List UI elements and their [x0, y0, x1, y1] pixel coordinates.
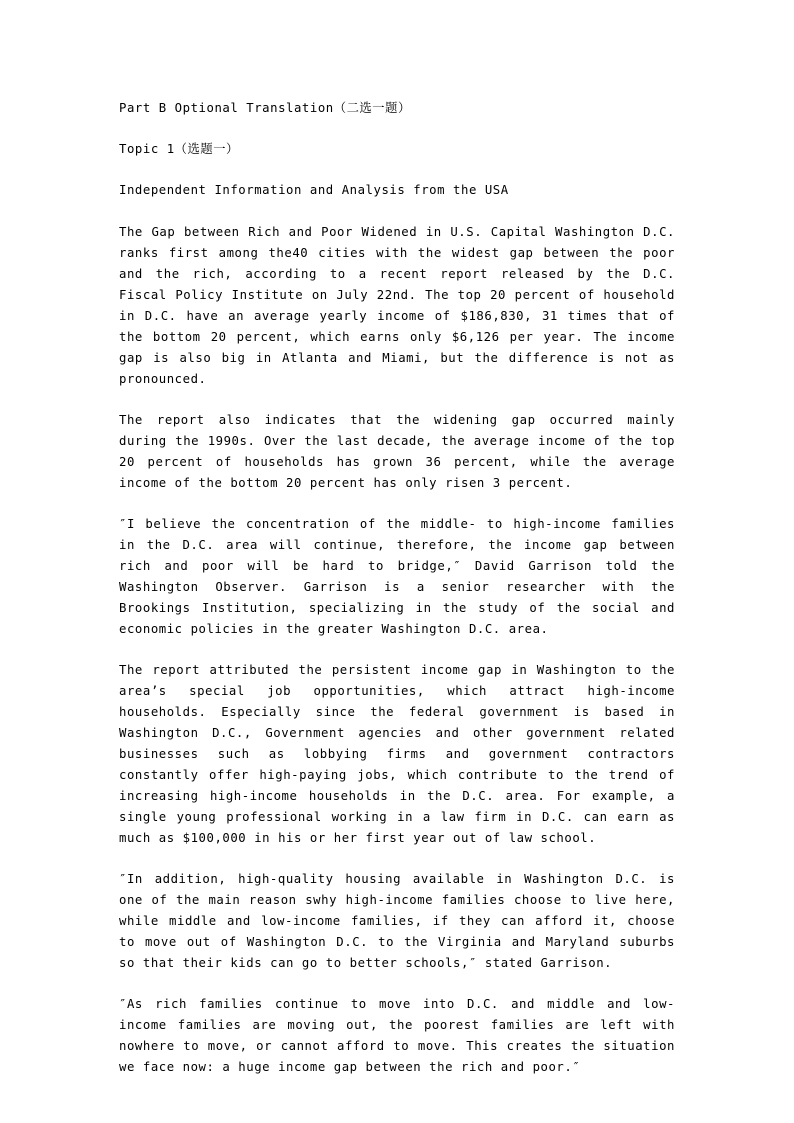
body-paragraph: The report also indicates that the widening gap occurred mainly during the 1990s. Over the last decade, the average income of the top 20 percent of households has grown 36 percent, while the average income of the bottom 20 percent has only risen 3 percent.	[119, 413, 683, 490]
part-heading: Part B Optional Translation（二选一题）	[119, 101, 411, 115]
body-paragraph: ″As rich families continue to move into D.C. and middle and low‐income families are moving out, the poorest families are left with nowhere to move, or cannot afford to move. This creates the situation we face now: a huge income gap between the rich and poor.″	[119, 997, 683, 1074]
body-paragraph: The Gap between Rich and Poor Widened in U.S. Capital Washington D.C. ranks first among the40 cities with the widest gap between the poor and the rich, according to a recent report released by the D.C. Fiscal Policy Institute on July 22nd. The top 20 percent of household in D.C. have an average yearly income of $186,830, 31 times that of the bottom 20 percent, which earns only $6,126 per year. The income gap is also big in Atlanta and Miami, but the difference is not as pronounced.	[119, 225, 683, 386]
body-paragraph: ″In addition, high‐quality housing available in Washington D.C. is one of the main reason swhy high‐income families choose to live here, while middle and low‐income families, if they can afford it, choose to move out of Washington D.C. to the Virginia and Maryland suburbs so that their kids can go to better schools,″ stated Garrison.	[119, 872, 683, 970]
document-text-block	[119, 98, 683, 1078]
topic-heading: Topic 1（选题一）	[119, 142, 239, 156]
source-line: Independent Information and Analysis from the USA	[119, 183, 509, 197]
body-paragraph: ″I believe the concentration of the middle‐ to high‐income families in the D.C. area will continue, therefore, the income gap between rich and poor will be hard to bridge,″ David Garrison told the Washington Observer. Garrison is a senior researcher with the Brookings Institution, specializing in the study of the social and economic policies in the greater Washington D.C. area.	[119, 517, 683, 636]
body-paragraph: The report attributed the persistent income gap in Washington to the area’s special job opportunities, which attract high‐income households. Especially since the federal government is based in Washington D.C., Government agencies and other government related businesses such as lobbying firms and government contractors constantly offer high‐paying jobs, which contribute to the trend of increasing high‐income households in the D.C. area. For example, a single young professional working in a law firm in D.C. can earn as much as $100,000 in his or her first year out of law school.	[119, 663, 683, 845]
